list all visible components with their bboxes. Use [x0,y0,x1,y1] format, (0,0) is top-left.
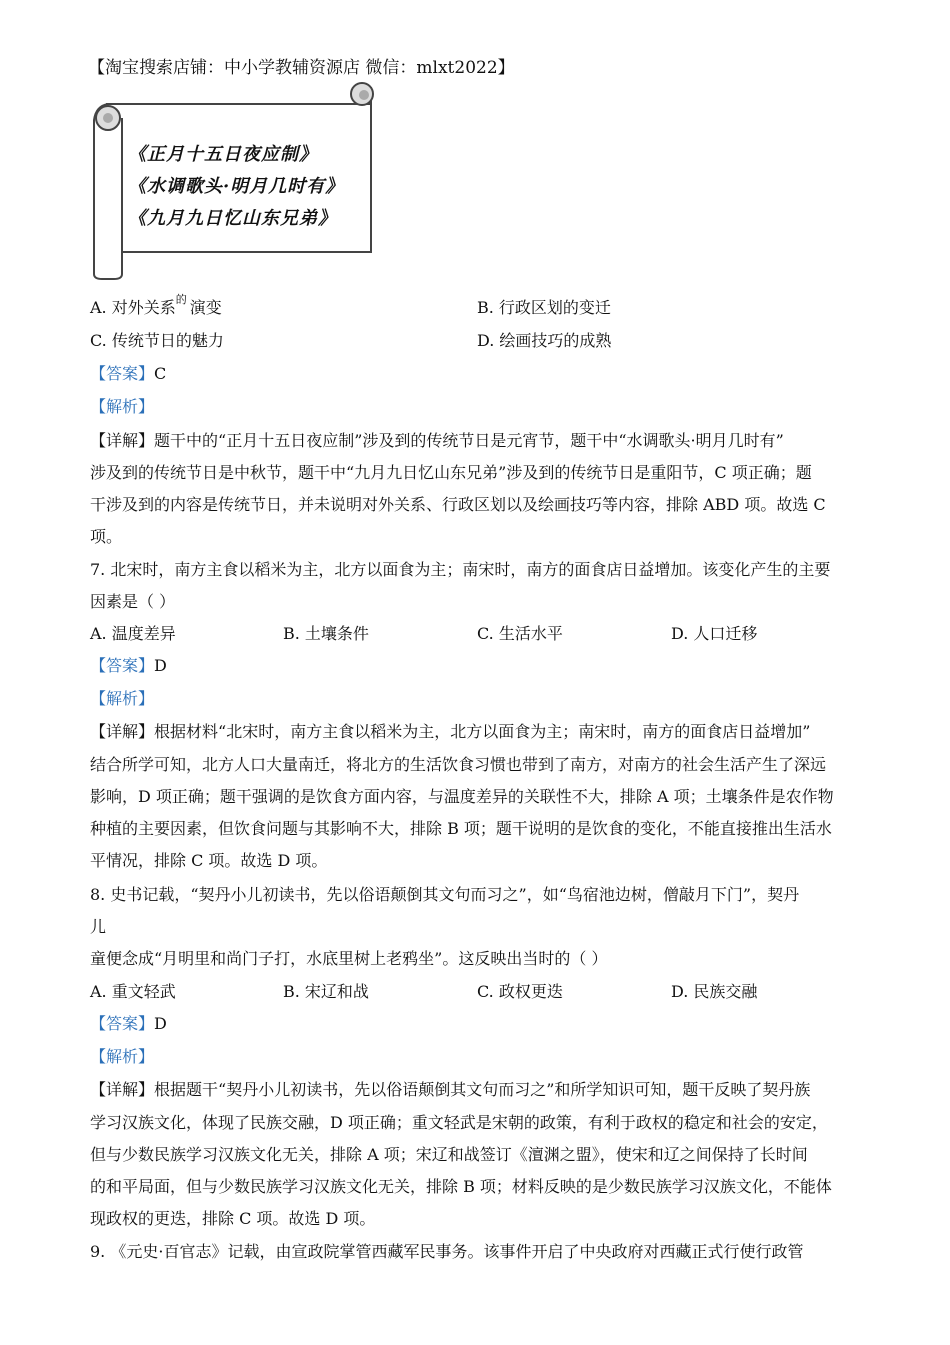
q7-detail-1 [90,722,810,742]
q8-detail-label: 【详解】 [90,1080,155,1099]
q6-detail-text-1: 题干中的“正月十五日夜应制”涉及到的传统节日是元宵节，题干中“水调歌头·明月几时有” [154,431,784,450]
q8-answer-label: 【答案】 [90,1014,155,1033]
q7-stem-2: 因素是（ ） [90,592,176,611]
scroll-line-2: 《水调歌头·明月几时有》 [128,176,345,197]
q6-answer [90,364,166,384]
q6-answer-value: C [154,364,167,383]
q6-option-b: B. 行政区划的变迁 [477,298,611,317]
q8-option-a: A. 重文轻武 [90,982,176,1001]
q6-detail-1 [90,431,784,451]
q8-analysis-label: 【解析】 [90,1047,155,1066]
q7-answer-value: D [154,656,167,675]
q7-option-d: D. 人口迁移 [671,624,758,643]
q6-option-a [90,293,222,318]
q8-answer-value: D [154,1014,167,1033]
q8-option-d: D. 民族交融 [671,982,758,1001]
q7-detail-3: 影响，D 项正确；题干强调的是饮食方面内容，与温度差异的关联性不大，排除 A 项；土壤条件是农作物 [90,787,834,806]
q7-option-b: B. 土壤条件 [283,624,369,643]
q6-option-d: D. 绘画技巧的成熟 [477,331,612,350]
q6-option-a-text: A. 对外关系 [90,298,176,317]
scroll-line-1: 《正月十五日夜应制》 [128,144,318,165]
q8-detail-5: 现政权的更迭，排除 C 项。故选 D 项。 [90,1209,376,1228]
q6-detail-3: 干涉及到的内容是传统节日，并未说明对外关系、行政区划以及绘画技巧等内容，排除 ABD 项。故选 C [90,495,826,514]
q6-detail-2: 涉及到的传统节日是中秋节，题干中“九月九日忆山东兄弟”涉及到的传统节日是重阳节，C 项正确；题 [90,463,812,482]
q7-detail-5: 平情况，排除 C 项。故选 D 项。 [90,851,328,870]
q7-detail-4: 种植的主要因素，但饮食问题与其影响不大，排除 B 项；题干说明的是饮食的变化，不能直接推出生活水 [90,819,832,838]
scroll-line-3: 《九月九日忆山东兄弟》 [128,208,337,229]
q7-detail-label: 【详解】 [90,722,155,741]
q6-option-c: C. 传统节日的魅力 [90,331,224,350]
q8-detail-4: 的和平局面，但与少数民族学习汉族文化无关，排除 B 项；材料反映的是少数民族学习汉族文化，不能体 [90,1177,832,1196]
q6-answer-label: 【答案】 [90,364,155,383]
q6-analysis-label: 【解析】 [90,397,155,416]
q8-option-c: C. 政权更迭 [477,982,563,1001]
q6-option-a-rest: 演变 [189,298,222,317]
q7-option-a: A. 温度差异 [90,624,176,643]
q9-stem: 9. 《元史·百官志》记载，由宣政院掌管西藏军民事务。该事件开启了中央政府对西藏正式行使行政管 [90,1242,804,1261]
q8-option-b: B. 宋辽和战 [283,982,369,1001]
q7-detail-2: 结合所学可知，北方人口大量南迁，将北方的生活饮食习惯也带到了南方，对南方的社会生活产生了深远 [90,755,827,774]
q8-detail-text-1: 根据题干“契丹小儿初读书，先以俗语颠倒其文句而习之”和所学知识可知，题干反映了契丹族 [154,1080,811,1099]
q8-detail-1 [90,1080,810,1100]
q7-stem-1: 7. 北宋时，南方主食以稻米为主，北方以面食为主；南宋时，南方的面食店日益增加。该变化产生的主要 [90,560,831,579]
q6-option-a-sup: 的 [175,293,187,306]
q7-answer [90,656,167,676]
q7-detail-text-1: 根据材料“北宋时，南方主食以稻米为主，北方以面食为主；南宋时，南方的面食店日益增加” [154,722,811,741]
q8-stem-1: 8. 史书记载，“契丹小儿初读书，先以俗语颠倒其文句而习之”，如“鸟宿池边树，僧敲月下门”，契丹 [90,885,800,904]
q7-option-c: C. 生活水平 [477,624,563,643]
q7-answer-label: 【答案】 [90,656,155,675]
q6-detail-4: 项。 [90,527,123,546]
q8-detail-2: 学习汉族文化，体现了民族交融，D 项正确；重文轻武是宋朝的政策，有利于政权的稳定和社会的安定， [90,1113,828,1132]
q8-answer [90,1014,167,1034]
q6-detail-label: 【详解】 [90,431,155,450]
shop-header: 【淘宝搜索店铺：中小学教辅资源店 微信：mlxt2022】 [88,58,515,78]
q7-analysis-label: 【解析】 [90,689,155,708]
q8-stem-3: 童便念成“月明里和尚门子打，水底里树上老鸦坐”。这反映出当时的（ ） [90,949,608,968]
q8-detail-3: 但与少数民族学习汉族文化无关，排除 A 项；宋辽和战签订《澶渊之盟》，使宋和辽之间保持了长时间 [90,1145,808,1164]
q8-stem-2: 儿 [90,917,107,936]
